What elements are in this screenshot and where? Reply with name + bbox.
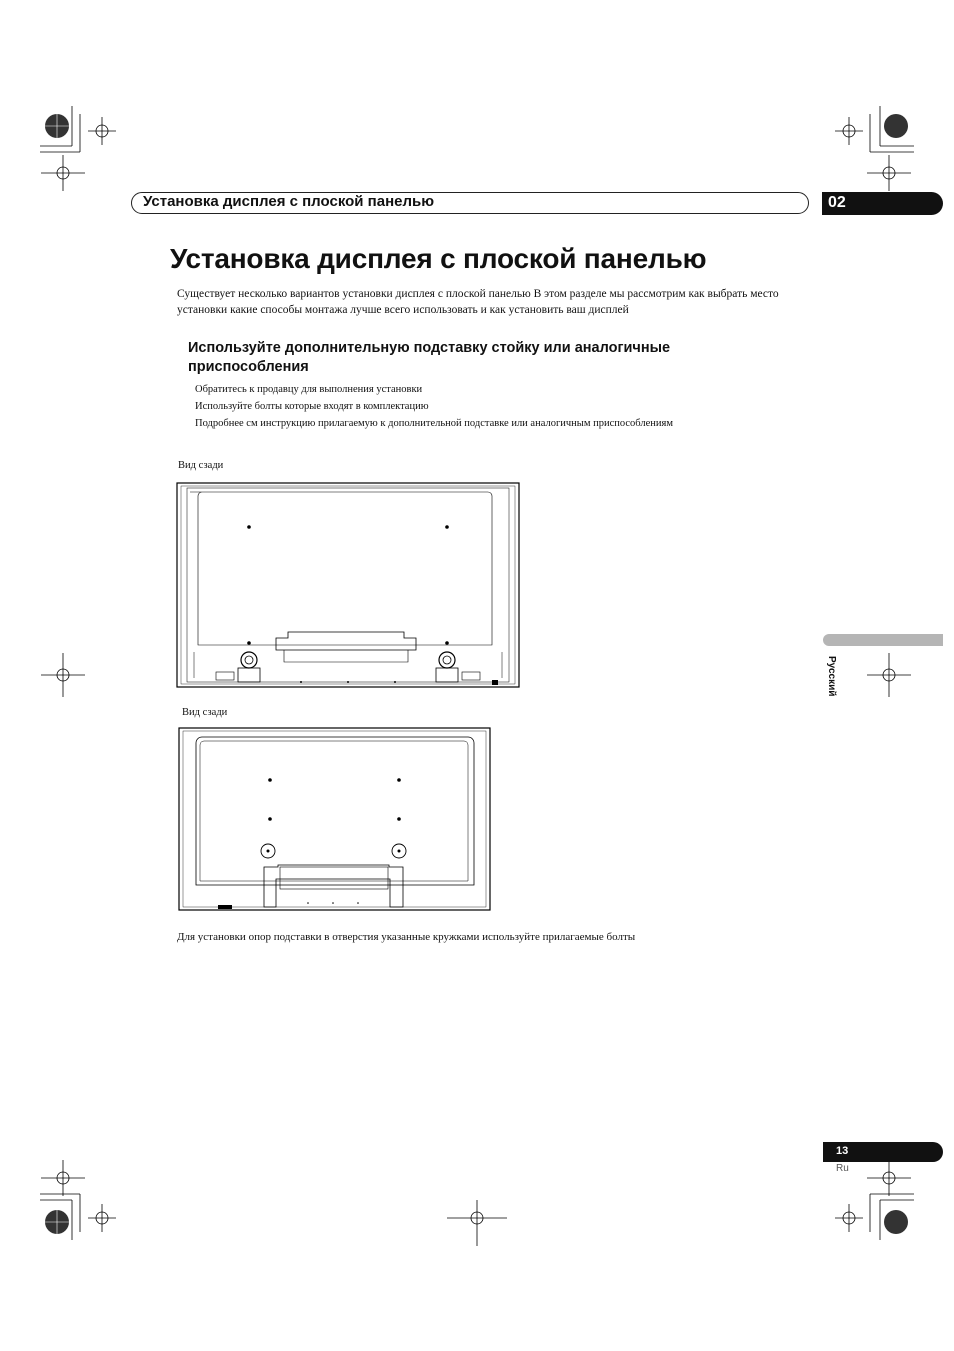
section-heading: Используйте дополнительную подставку стойку или аналогичные приспособления <box>188 340 671 375</box>
registration-circle-icon <box>884 114 908 138</box>
rear-view-figure-large <box>176 482 522 690</box>
crosshair-icon <box>88 1204 116 1232</box>
crosshair-icon <box>835 117 863 145</box>
stand-bracket <box>276 632 416 650</box>
figure-caption: Вид сзади <box>178 460 224 471</box>
list-item: Используйте болты которые входят в комплектацию <box>195 401 429 412</box>
page-title: Установка дисплея с плоской панелью <box>170 243 707 274</box>
crosshair-icon <box>867 1160 911 1196</box>
instruction-list <box>195 381 673 432</box>
crosshair-icon <box>41 1160 85 1196</box>
page-number: 13 <box>836 1145 849 1157</box>
crosshair-icon <box>867 653 911 697</box>
crosshair-icon <box>835 1204 863 1232</box>
language-tab-label: Русский <box>826 656 837 697</box>
mount-hole-circle <box>439 652 455 668</box>
chapter-number: 02 <box>828 194 846 211</box>
figure-caption: Вид сзади <box>182 707 228 718</box>
list-item: Обратитесь к продавцу для выполнения установки <box>195 384 423 395</box>
list-item: Подробнее см инструкцию прилагаемую к дополнительной подставке или аналогичным приспособлениям <box>195 418 673 429</box>
registration-circle-icon <box>884 1210 908 1234</box>
language-tab <box>823 634 943 646</box>
display-frame <box>177 483 519 687</box>
crosshair-icon <box>867 155 911 191</box>
page-language-code: Ru <box>836 1163 849 1174</box>
mount-hole-circle <box>241 652 257 668</box>
stand-bracket <box>264 865 403 907</box>
crosshair-icon <box>447 1200 507 1246</box>
footnote: Для установки опор подставки в отверстия указанные кружками используйте прилагаемые болты <box>177 931 636 943</box>
intro-paragraph: Существует несколько вариантов установки дисплея с плоской панелью В этом разделе мы рассмотрим как выбрать место установки какие способы монтажа лучше всего использовать и как установить ваш дисплей <box>177 288 779 316</box>
crosshair-icon <box>88 117 116 145</box>
rear-view-figure-small <box>178 727 493 912</box>
crosshair-icon <box>41 653 85 697</box>
crosshair-icon <box>41 155 85 191</box>
display-frame <box>179 728 490 910</box>
chapter-header-title: Установка дисплея с плоской панелью <box>143 193 435 210</box>
